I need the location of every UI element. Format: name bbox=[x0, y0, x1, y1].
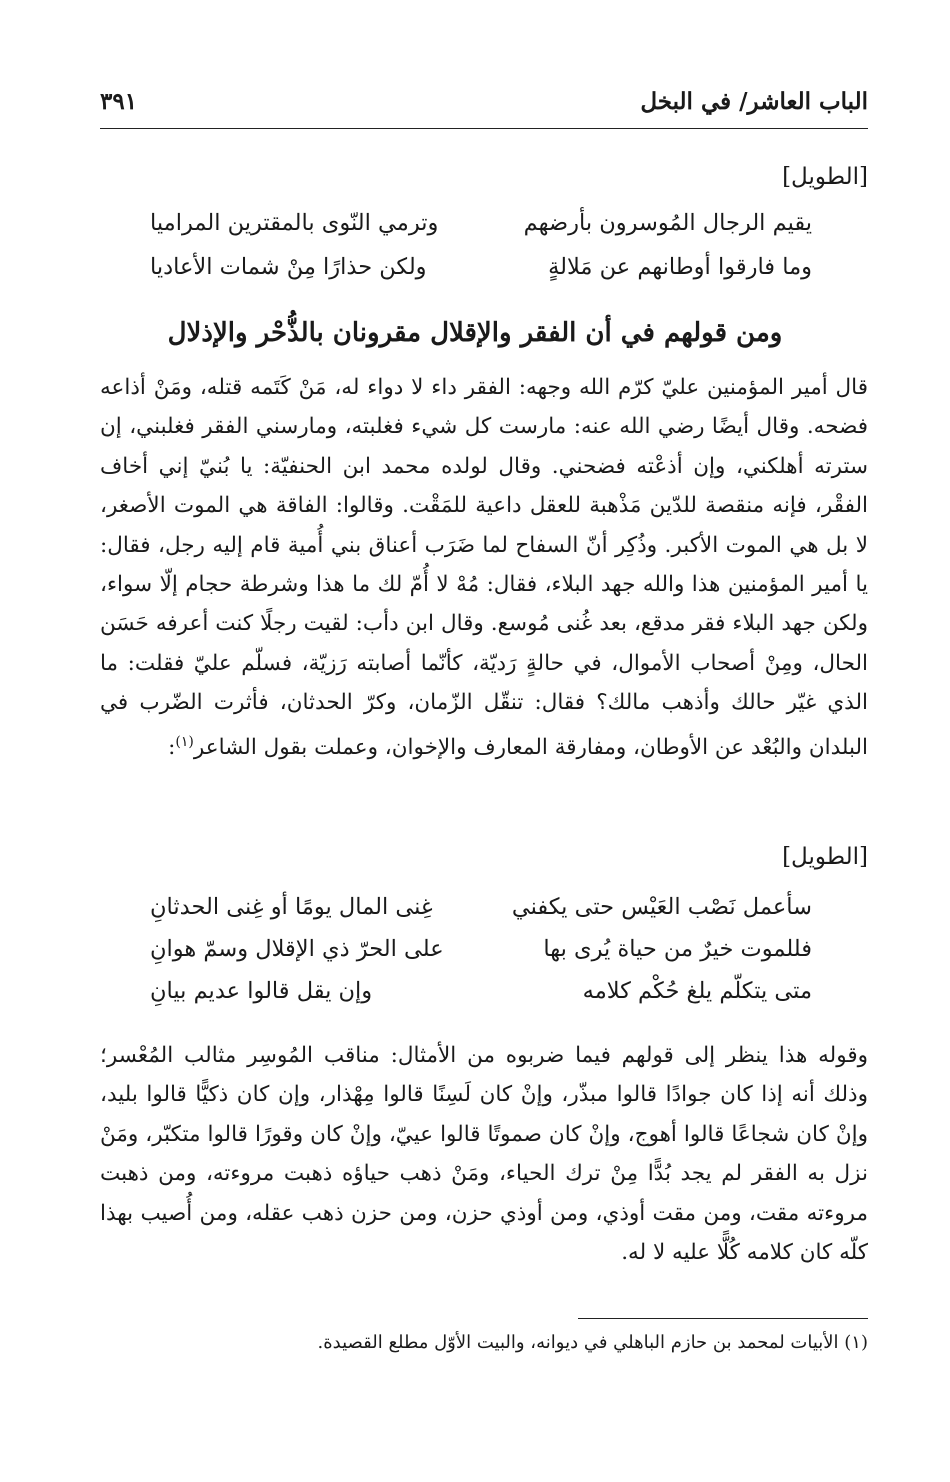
section-heading: ومن قولهم في أن الفقر والإقلال مقرونان بالذُّحْر والإذلال bbox=[167, 318, 783, 348]
running-header bbox=[100, 84, 868, 124]
paragraph-text-end: : bbox=[168, 734, 176, 760]
body-paragraph: وقوله هذا ينظر إلى قولهم فيما ضربوه من الأمثال: مناقب المُوسِر مثالب المُعْسر؛ وذلك أنه إذا كان جوادًا قالوا مبذّر، وإنْ كان لَسِنًا قالوا مِهْذار، وإن كان ذكيًّا قالوا بليد، وإنْ كان شجاعًا قالوا أهوج، وإنْ كان صموتًا قالوا عييّ، وإنْ كان وقورًا قالوا متكبّر، ومَنْ نزل به الفقر لم يجد بُدًّا مِنْ ترك الحياء، ومَنْ ذهب حياؤه ذهبت مروءته، ومن ذهبت مروءته مقت، ومن مقت أوذي، ومن أوذي حزن، ومن حزن ذهب عقله، ومن أُصيب بهذا كلّه كان كلامه كُلًّا عليه لا له. bbox=[100, 1043, 868, 1266]
verse-hemistich-second: على الحرّ ذي الإقلال وسمّ هوانِ bbox=[150, 936, 444, 962]
verse-line bbox=[150, 894, 812, 934]
header-rule bbox=[100, 128, 868, 129]
verse-hemistich-second: وإن يقل قالوا عديم بيانِ bbox=[150, 978, 373, 1004]
meter-label: [الطويل] bbox=[782, 844, 868, 870]
verse-line bbox=[150, 936, 812, 976]
verse-hemistich-second: ولكن حذارًا مِنْ شمات الأعاديا bbox=[150, 254, 427, 280]
verse-hemistich-first: سأعمل نَصْب العَيْس حتى يكفني bbox=[511, 894, 812, 920]
verse-hemistich-first: متى يتكلّم يلغ حُكْم كلامه bbox=[582, 978, 812, 1004]
verse-hemistich-first: فللموت خيرٌ من حياة يُرى بها bbox=[543, 936, 812, 962]
verse-hemistich-first: وما فارقوا أوطانهم عن مَلالةٍ bbox=[548, 254, 812, 280]
footnote: (١) الأبيات لمحمد بن حازم الباهلي في ديوانه، والبيت الأوّل مطلع القصيدة. bbox=[317, 1332, 868, 1353]
verse-line bbox=[150, 254, 812, 294]
verse-line bbox=[150, 978, 812, 1018]
footnote-rule bbox=[578, 1318, 868, 1319]
footnote-reference: (١) bbox=[175, 733, 194, 750]
meter-label: [الطويل] bbox=[782, 164, 868, 190]
verse-line bbox=[150, 210, 812, 250]
verse-hemistich-second: وترمي النّوى بالمقترين المراميا bbox=[150, 210, 439, 236]
verse-hemistich-first: يقيم الرجال المُوسرون بأرضهم bbox=[523, 210, 812, 236]
body-paragraph bbox=[100, 368, 868, 767]
paragraph-text: قال أمير المؤمنين عليّ كرّم الله وجهه: الفقر داء لا دواء له، مَنْ كَتَمه قتله، ومَنْ أذاعه فضحه. وقال أيضًا رضي الله عنه: مارست كل شيء فغلبته، ومارسني الفقر فغلبني، إن سترته أهلكني، وإن أذعْته فضحني. وقال لولده محمد ابن الحنفيّة: يا بُنيّ إني أخاف الفقْر، فإنه منقصة للدّين مَذْهبة للعقل داعية للمَقْت. وقالوا: الفاقة هي الموت الأصغر، لا بل هي الموت الأكبر. وذُكِر أنّ السفاح لما ضَرَب أعناق بني أُمية قام إليه رجل، فقال: يا أمير المؤمنين هذا والله جهد البلاء، فقال: مُهْ لا أُمّ لك ما هذا وشرطة حجام إلّا سواء، ولكن جهد البلاء فقر مدقع، بعد غُنى مُوسع. وقال ابن دأب: لقيت رجلًا كنت أعرفه حَسَن الحال، ومِنْ أصحاب الأموال، في حالةٍ رَديّة، كأنّما أصابته رَزيّة، فسلّم عليّ فقلت: ما الذي غيّر حالك وأذهب مالك؟ فقال: تنقّل الزّمان، وكرّ الحدثان، فأثرت الضّرب في البلدان والبُعْد عن الأوطان، ومفارقة المعارف والإخوان، وعملت بقول الشاعر bbox=[100, 375, 868, 760]
chapter-title: الباب العاشر/ في البخل bbox=[640, 88, 868, 115]
page-number: ٣٩١ bbox=[100, 88, 138, 115]
verse-hemistich-second: غِنى المال يومًا أو غِنى الحدثانِ bbox=[150, 894, 433, 920]
